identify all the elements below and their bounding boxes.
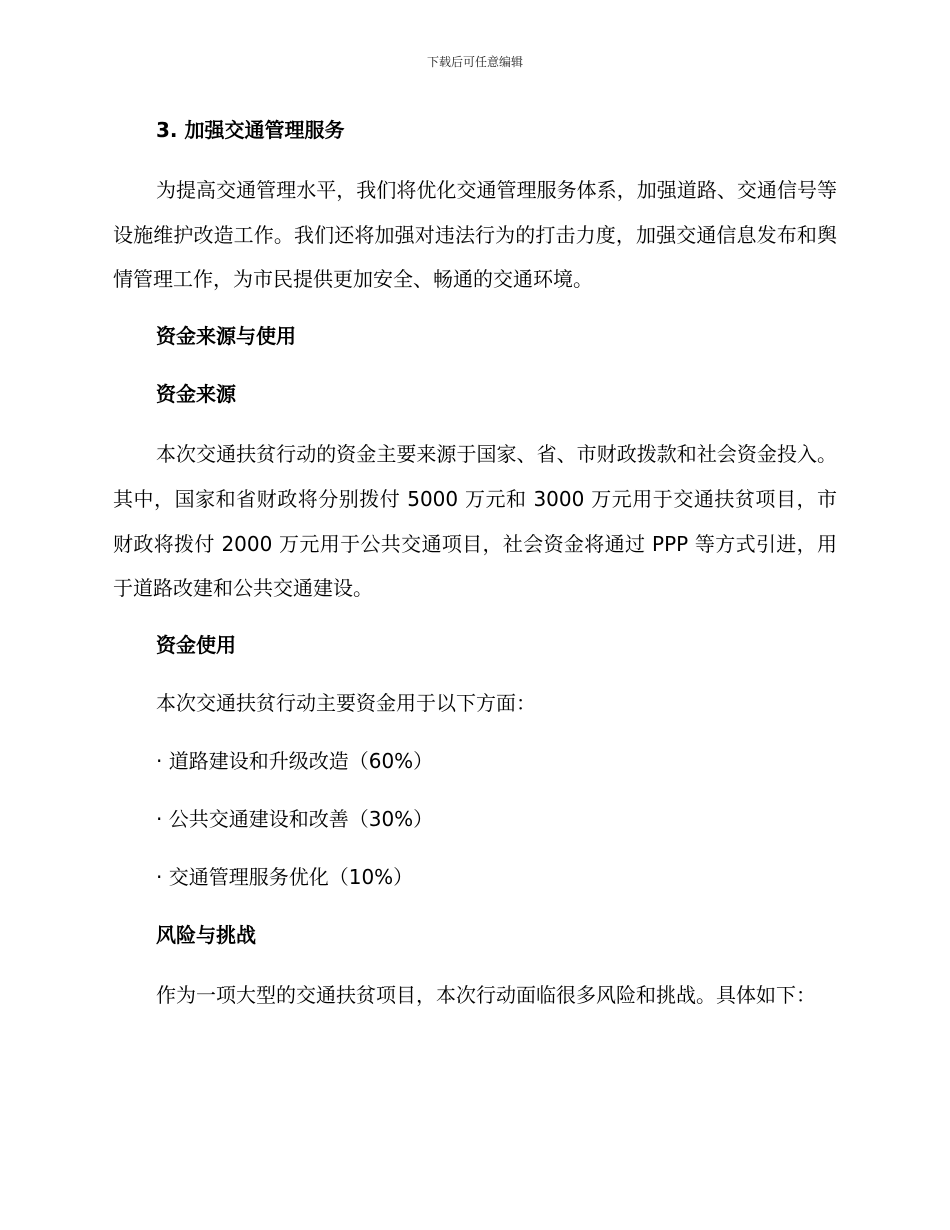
paragraph-traffic-management: 为提高交通管理水平，我们将优化交通管理服务体系，加强道路、交通信号等设施维护改造工作。我们还将加强对违法行为的打击力度，加强交通信息发布和舆情管理工作，为市民提供更加安全、畅通的交通环境。 <box>113 178 837 292</box>
paragraph-fund-source: 本次交通扶贫行动的资金主要来源于国家、省、市财政拨款和社会资金投入。其中，国家和省财政将分别拨付 5000 万元和 3000 万元用于交通扶贫项目，市财政将拨付 2000 万元用于公共交通项目，社会资金将通过 PPP 等方式引进，用于道路改建和公共交通建设。 <box>113 442 837 601</box>
section-heading-traffic-management: 3. 加强交通管理服务 <box>156 118 345 142</box>
list-item-management-optimization: · 交通管理服务优化（10%） <box>156 864 414 889</box>
list-item-public-transport: · 公共交通建设和改善（30%） <box>156 806 434 831</box>
paragraph-fund-use-intro: 本次交通扶贫行动主要资金用于以下方面： <box>156 690 536 715</box>
section-heading-fund-use: 资金使用 <box>156 632 236 657</box>
section-heading-fund-source: 资金来源 <box>156 382 236 407</box>
page-header: 下载后可任意编辑 <box>426 55 523 69</box>
section-heading-funds: 资金来源与使用 <box>156 324 296 349</box>
document-body <box>113 112 837 1018</box>
section-heading-risk: 风险与挑战 <box>156 922 256 947</box>
list-item-road-construction: · 道路建设和升级改造（60%） <box>156 748 434 773</box>
paragraph-risk: 作为一项大型的交通扶贫项目，本次行动面临很多风险和挑战。具体如下： <box>156 982 816 1007</box>
